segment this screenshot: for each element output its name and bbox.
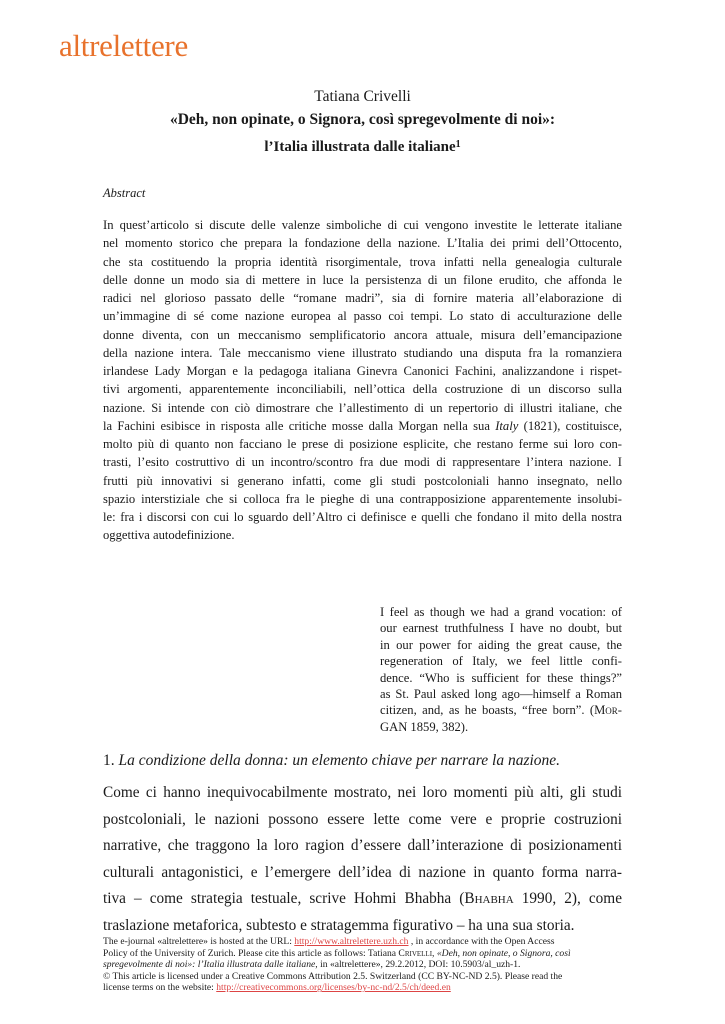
section-number: 1. — [103, 752, 115, 769]
article-title: «Deh, non opinate, o Signora, così spregevolmente di noi»: — [169, 111, 556, 128]
abstract-line: spazio interstiziale che si colloca fra le pieghe di una contrapposizione apparentemente insolubi- — [103, 491, 622, 506]
epigraph-line: in our power for aiding the great cause, the — [380, 637, 622, 652]
body-line: Come ci hanno inequivocabilmente mostrato, nei loro momenti più alti, gli studi — [103, 784, 622, 801]
section-title: La condizione della donna: un elemento chiave per narrare la nazione. — [118, 752, 561, 769]
abstract-line: donne diventa, con un meccanismo semplificatorio ancora attuale, misura dell’emancipazione — [103, 327, 622, 342]
footer-notice — [103, 936, 623, 994]
footer-text: , — [432, 947, 437, 959]
journal-logo: altrelettere — [59, 28, 188, 63]
abstract-line: In quest’articolo si discute delle valenze simboliche di cui vengono investite le letterate italiane — [103, 218, 622, 232]
body-line — [103, 886, 622, 913]
body-line: traslazione metaforica, subtesto e stratagemma figurativo – ha una sua storia. — [103, 916, 575, 934]
license-url-link[interactable]: http://creativecommons.org/licenses/by-nc-nd/2.5/ch/deed.en — [216, 982, 451, 994]
abstract-line: trasti, l’esito costruttivo di un incontro/scontro fra due modi di rappresentare l’intera nazione. I — [103, 455, 622, 470]
abstract-line: un’immagine di sé come nazione europea al passo coi tempi. Lo stato di acculturazione delle — [103, 309, 622, 324]
body-citation: Bhabha — [464, 890, 514, 908]
abstract-line: della nazione intera. Tale meccanismo viene illustrato studiando una disputa fra la romanziera — [103, 345, 622, 360]
epigraph-line-text: citizen, and, as he boasts, “free born”. ( — [380, 703, 595, 718]
body-citation-tail: 1990, 2), come — [513, 890, 622, 908]
abstract-text — [103, 216, 622, 545]
body-line: postcoloniali, le nazioni possono essere lette come vere e proprie costruzioni — [103, 810, 622, 828]
journal-url-link[interactable]: http://www.altrelettere.uzh.ch — [294, 936, 409, 947]
abstract-line: tivi argomenti, apparentemente inconciliabili, nell’ottica della costruzione di un discorso sulla — [103, 382, 622, 397]
abstract-line: che sta costituendo la propria identità risorgimentale, trova infatti nella genealogia culturale — [103, 254, 622, 269]
footer-author: Crivelli — [398, 947, 433, 959]
footer-line — [103, 982, 623, 994]
abstract-line: irlandese Lady Morgan e la pedagoga italiana Ginevra Canonici Fachini, analizzandone i rispet- — [103, 364, 622, 378]
epigraph-line: our earnest truthfulness I have no doubt, but — [380, 621, 622, 636]
footer-text: , in accordance with the Open Access — [408, 936, 555, 947]
footer-line — [103, 959, 623, 971]
abstract-line: le: fra i discorsi con cui lo sguardo dell’Altro ci definisce e quelli che fondano il mito della nostra — [103, 510, 622, 524]
abstract-line — [103, 417, 622, 435]
epigraph — [380, 604, 622, 735]
footer-line — [103, 936, 623, 948]
abstract-line-text: la Fachini esibisce in risposta alle critiche mosse dalla Morgan nella sua — [103, 418, 496, 433]
abstract-line: radici nel glorioso passato delle “romane madri”, sia di fornire materia all’elaborazione di — [103, 291, 622, 305]
abstract-line-tail: (1821), costituisce, — [518, 418, 622, 433]
abstract-line: nel momento storico che prepara la fondazione della nazione. L’Italia dei primi dell’Ottocento, — [103, 236, 622, 251]
footer-title: spregevolmente di noi»: l’Italia illustrata dalle italiane — [103, 959, 316, 971]
footer-text: The e-journal «altrelettere» is hosted at the URL: — [103, 936, 295, 947]
footer-text: license terms on the website: — [103, 982, 217, 994]
body-line: culturali antagonistici, e l’emergere dell’idea di nazione in quanto forma narra- — [103, 863, 622, 881]
article-subtitle — [0, 139, 725, 156]
abstract-line: molto più di quanto non facciano le prese di posizione esplicite, che restano ferme sui loro con- — [103, 437, 622, 451]
subtitle-text: l’Italia illustrata dalle italiane — [264, 139, 456, 155]
footer-line: © This article is licensed under a Creative Commons Attribution 2.5. Switzerland (CC BY-NC-ND 2.5). Please read the — [103, 970, 563, 982]
body-line-text: tiva – come strategia testuale, scrive Hohmi Bhabha ( — [103, 890, 465, 908]
abstract-line: nazione. Si intende con ciò dimostrare che l’allestimento di un repertorio di illustri italiane, che — [103, 400, 622, 415]
footer-text: Policy of the University of Zurich. Please cite this article as follows: Tatiana — [103, 947, 399, 959]
epigraph-line: I feel as though we had a grand vocation: of — [380, 605, 622, 619]
abstract-line: delle donne un modo sia di mettere in luce la persistenza di un filone erudito, che affonda le — [103, 272, 622, 287]
epigraph-citation: Mor- — [594, 703, 622, 718]
author-name: Tatiana Crivelli — [314, 88, 411, 105]
epigraph-line: dence. “Who is sufficient for these things?” — [380, 670, 622, 685]
epigraph-line: regeneration of Italy, we feel little confi- — [380, 654, 622, 669]
epigraph-line: as St. Paul asked long ago—himself a Roman — [380, 687, 622, 702]
footer-text: , in «altrelettere», 29.2.2012, DOI: 10.5903/al_uzh-1. — [315, 959, 521, 971]
abstract-line: frutti più innovativi si generano infatti, come gli studi postcoloniali hanno insegnato, nello — [103, 473, 622, 488]
book-title: Italy — [495, 418, 519, 433]
abstract-line: oggettiva autodefinizione. — [103, 528, 235, 543]
epigraph-line: GAN 1859, 382). — [380, 719, 469, 734]
epigraph-line — [380, 702, 622, 718]
section-heading — [103, 752, 560, 770]
abstract-label: Abstract — [103, 186, 146, 200]
footnote-marker[interactable]: 1 — [455, 139, 461, 150]
footer-line — [103, 948, 623, 960]
body-line: narrative, che traggono la loro ragion d’essere dall’interazione di posizionamenti — [103, 837, 622, 855]
body-text — [103, 780, 622, 940]
footer-title: «Deh, non opinate, o Signora, così — [436, 947, 571, 959]
